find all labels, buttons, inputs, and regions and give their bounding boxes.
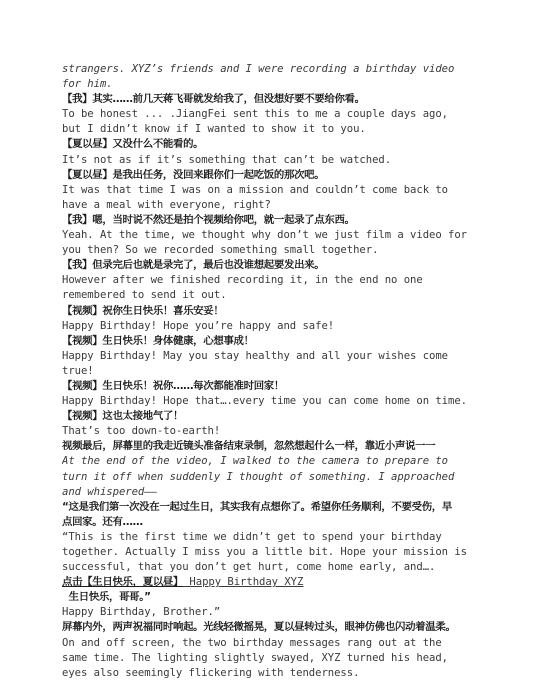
dialogue-line-chinese: 【视频】生日快乐！身体健康，心想事成！ [62, 334, 254, 347]
dialogue-line-english: Happy Birthday! Hope that….every time you can come home on time. [62, 395, 467, 408]
dialogue-line-english: To be honest ... .JiangFei sent this to me a couple days ago, [62, 108, 449, 121]
dialogue-line-english: On and off screen, the two birthday messages rang out at the [62, 636, 442, 649]
click-choice-line[interactable]: 点击【生日快乐，夏以昼】 Happy Birthday XYZ [62, 576, 304, 589]
dialogue-line-english: successful, that you don’t get hurt, come home early, and…. [62, 561, 436, 574]
dialogue-line-english: “This is the first time we didn’t get to spend your birthday [62, 530, 442, 543]
dialogue-line-chinese: 视频最后，屏幕里的我走近镜头准备结束录制，忽然想起什么一样，靠近小声说一一 [62, 440, 436, 453]
dialogue-line-chinese: 屏幕内外，两声祝福同时响起。光线轻微摇晃，夏以昼转过头，眼神仿佛也闪动着温柔。 [62, 621, 456, 634]
document-body [62, 62, 482, 681]
dialogue-line-english: same time. The lighting slightly swayed, XYZ turned his head, [62, 651, 449, 664]
dialogue-line-english: have a meal with everyone, right? [62, 198, 271, 211]
dialogue-line-english: you then? So we recorded something small together. [62, 244, 379, 257]
dialogue-line-english: together. Actually I miss you a little bit. Hope your mission is [62, 546, 467, 558]
click-choice-english[interactable]: Happy Birthday XYZ [183, 576, 304, 589]
dialogue-line-chinese: 生日快乐，哥哥。” [62, 591, 151, 604]
dialogue-line-english: eyes also seemingly flickering with tenderness. [62, 666, 360, 679]
dialogue-line-english: Yeah. At the time, we thought why don’t we just film a video for [62, 229, 467, 242]
dialogue-line-english: and whispered—— [62, 485, 157, 498]
dialogue-line-english: strangers. XYZ’s friends and I were recording a birthday video [62, 63, 455, 75]
dialogue-line-english: At the end of the video, I walked to the camera to prepare to [62, 455, 449, 468]
dialogue-line-english: However after we finished recording it, in the end no one [62, 274, 423, 287]
dialogue-line-english: Happy Birthday! Hope you’re happy and safe! [62, 319, 335, 332]
dialogue-line-english: Happy Birthday! May you stay healthy and all your wishes come [62, 349, 449, 362]
dialogue-line-chinese: 【视频】生日快乐！祝你……每次都能准时回家！ [62, 379, 284, 392]
dialogue-line-chinese: 点回家。还有…… [62, 515, 143, 528]
dialogue-line-english: remembered to send it out. [62, 289, 227, 302]
dialogue-line-chinese: 【夏以昼】是我出任务，没回来跟你们一起吃饭的那次吧。 [62, 168, 325, 181]
dialogue-line-english: but I didn’t know if I wanted to show it to you. [62, 123, 366, 136]
dialogue-line-english: turn it off when suddenly I thought of something. I approached [62, 470, 455, 483]
dialogue-line-english: for him. [62, 78, 113, 91]
dialogue-line-chinese: 【视频】祝你生日快乐！喜乐安妥！ [62, 304, 224, 317]
dialogue-line-chinese: 【我】其实……前几天蒋飞哥就发给我了，但没想好要不要给你看。 [62, 93, 365, 106]
dialogue-line-english: It’s not as if it’s something that can’t be watched. [62, 153, 392, 166]
dialogue-line-english: true! [62, 364, 94, 377]
dialogue-line-chinese: 【夏以昼】又没什么不能看的。 [62, 138, 204, 151]
dialogue-line-chinese: “这是我们第一次没在一起过生日，其实我有点想你了。希望你任务顺利，不要受伤，早 [62, 500, 452, 513]
dialogue-line-english: Happy Birthday, Brother.” [62, 606, 221, 619]
dialogue-line-english: It was that time I was on a mission and couldn’t come back to [62, 183, 449, 196]
dialogue-line-chinese: 【我】但录完后也就是录完了，最后也没谁想起要发出来。 [62, 259, 325, 272]
dialogue-line-english: That’s too down-to-earth! [62, 425, 221, 438]
dialogue-line-chinese: 【视频】这也太接地气了！ [62, 410, 184, 423]
dialogue-line-chinese: 【我】嗯，当时说不然还是拍个视频给你吧，就一起录了点东西。 [62, 213, 355, 226]
